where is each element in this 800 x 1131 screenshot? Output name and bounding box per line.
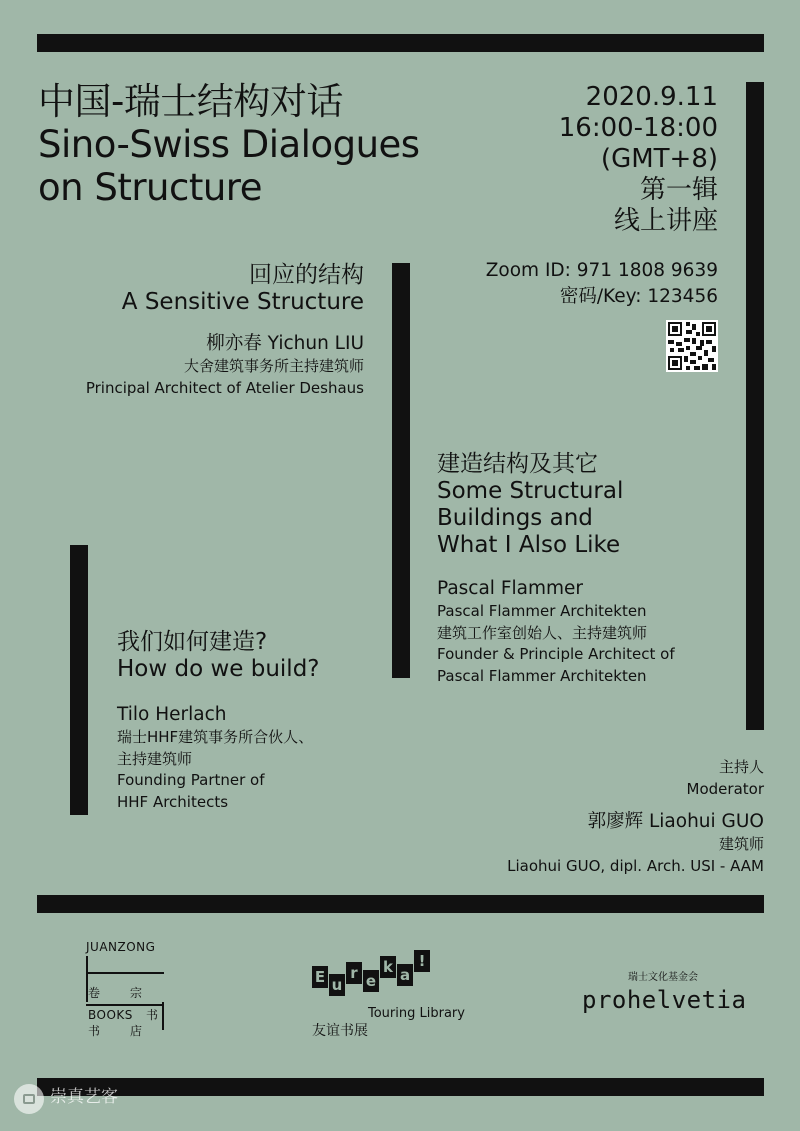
divider-bar	[37, 895, 764, 913]
title-en-line1: Sino-Swiss Dialogues	[38, 123, 420, 166]
title-cn: 中国-瑞士结构对话	[38, 80, 343, 123]
zoom-info	[486, 258, 718, 310]
event-format: 线上讲座	[613, 206, 718, 236]
eureka-letter-tile: a	[397, 964, 413, 986]
talk2-speaker: Pascal Flammer	[437, 578, 583, 599]
eureka-letter-tile: e	[363, 970, 379, 992]
event-series: 第一辑	[639, 175, 718, 205]
qr-code-icon[interactable]	[666, 320, 718, 372]
prohelvetia-en: prohelvetia	[582, 986, 747, 1014]
right-vertical-bar	[746, 82, 764, 730]
talk3-title-en: How do we build?	[117, 656, 320, 682]
talk2-title-en-line2: Buildings and	[437, 505, 593, 531]
juanzong-books-logo	[86, 940, 168, 1038]
talk2-role-cn: 建筑工作室创始人、主持建筑师	[437, 623, 648, 642]
juanzong-cn2: 宗	[130, 986, 143, 1000]
moderator-role-en: Liaohui GUO, dipl. Arch. USI - AAM	[507, 856, 764, 875]
bottom-bar	[37, 1078, 764, 1096]
moderator-role-cn: 建筑师	[718, 835, 764, 853]
books-cn1: 书	[88, 1024, 101, 1038]
talk2-title-en-line1: Some Structural	[437, 478, 624, 504]
talk2-role-en-line1: Founder & Principle Architect of	[437, 645, 675, 663]
eureka-letter-tile: r	[346, 962, 362, 984]
moderator-name: 郭廖辉 Liaohui GUO	[587, 811, 764, 832]
center-vertical-bar	[392, 263, 410, 678]
left-vertical-bar	[70, 545, 88, 815]
juanzong-logo-side	[162, 1002, 164, 1030]
prohelvetia-logo	[582, 972, 747, 1022]
eureka-logo	[312, 944, 465, 1044]
eureka-sub-en: Touring Library	[368, 1006, 465, 1021]
eureka-letter-tile: k	[380, 956, 396, 978]
juanzong-cn1: 卷	[88, 986, 101, 1000]
prohelvetia-cn: 瑞士文化基金会	[628, 972, 698, 983]
title-en-line2: on Structure	[38, 166, 262, 209]
watermark-text: 崇真艺客	[50, 1087, 118, 1107]
eureka-letter-tile: E	[312, 966, 328, 988]
eureka-letter-tile: !	[414, 950, 430, 972]
talk3-role-cn-line2: 主持建筑师	[117, 749, 193, 768]
talk1-role-cn: 大舍建筑事务所主持建筑师	[183, 357, 364, 375]
talk3-role-cn-line1: 瑞士HHF建筑事务所合伙人、	[117, 728, 314, 746]
talk1-title-cn: 回应的结构	[249, 262, 364, 288]
talk3-role-en-line1: Founding Partner of	[117, 771, 265, 789]
juanzong-en: JUANZONG	[86, 940, 156, 954]
talk2-title-cn: 建造结构及其它	[437, 451, 598, 477]
top-bar	[37, 34, 764, 52]
juanzong-logo-rule	[86, 972, 164, 974]
talk1-role-en: Principal Architect of Atelier Deshaus	[85, 378, 364, 397]
talk-3	[117, 629, 320, 813]
books-cn2: 店	[130, 1024, 143, 1038]
event-timezone: (GMT+8)	[600, 144, 718, 174]
moderator-label-en: Moderator	[686, 779, 764, 798]
zoom-key: 密码/Key: 123456	[559, 286, 718, 307]
talk2-title-en-line3: What I Also Like	[437, 532, 621, 558]
eureka-letter-tile: u	[329, 974, 345, 996]
talk-2	[437, 451, 675, 687]
talk2-firm: Pascal Flammer Architekten	[437, 602, 647, 620]
watermark	[14, 1080, 134, 1120]
watermark-logo-icon	[14, 1084, 44, 1114]
books-cn-side: 书	[146, 1008, 159, 1022]
event-datetime	[559, 82, 718, 237]
moderator-label-cn: 主持人	[718, 758, 764, 776]
event-time: 16:00-18:00	[558, 113, 718, 143]
talk1-title-en: A Sensitive Structure	[121, 289, 364, 315]
zoom-id[interactable]: Zoom ID: 971 1808 9639	[485, 260, 718, 281]
talk1-speaker: 柳亦春 Yichun LIU	[206, 333, 364, 354]
talk3-title-cn: 我们如何建造?	[117, 629, 268, 655]
books-en: BOOKS	[88, 1008, 133, 1022]
talk3-role-en-line2: HHF Architects	[117, 792, 229, 811]
event-date: 2020.9.11	[585, 82, 718, 112]
juanzong-logo-rule-2	[86, 1004, 164, 1006]
talk2-role-en-line2: Pascal Flammer Architekten	[437, 666, 647, 685]
eureka-sub-cn: 友谊书展	[312, 1023, 368, 1039]
eureka-letters	[312, 944, 437, 1006]
moderator	[507, 757, 764, 877]
talk3-speaker: Tilo Herlach	[117, 704, 227, 725]
talk-1	[86, 262, 364, 399]
poster-title	[38, 80, 420, 209]
